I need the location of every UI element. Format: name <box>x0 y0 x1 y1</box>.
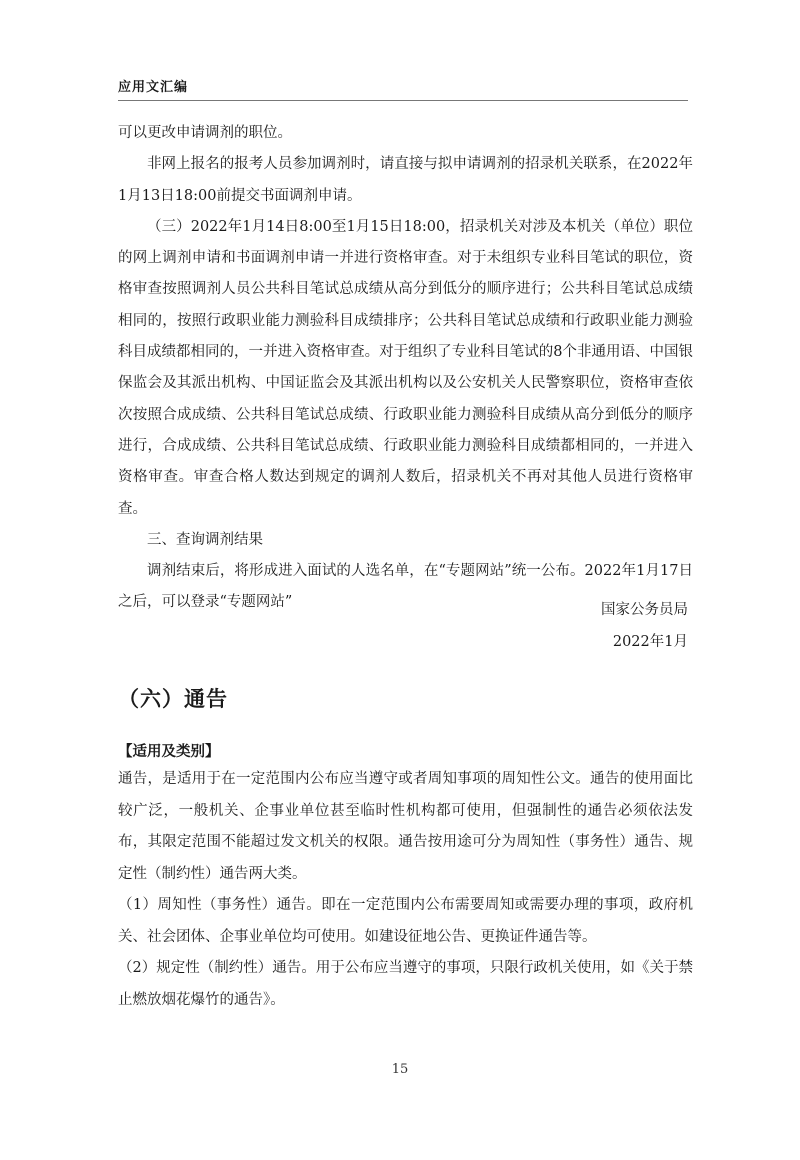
notice-definition-section <box>118 764 693 1016</box>
paragraph-offline-applicants: 非网上报名的报考人员参加调剂时，请直接与拟申请调剂的招录机关联系，在2022年1月13日18:00前提交书面调剂申请。 <box>118 156 693 204</box>
paragraph-continuation: 可以更改申请调剂的职位。 <box>118 125 292 141</box>
notice-body-section <box>118 118 693 619</box>
paragraph-informational-notice: （1）周知性（事务性）通告。即在一定范围内公布需要周知或需要办理的事项，政府机关、社会团体、企事业单位均可使用。如建设征地公告、更换证件通告等。 <box>118 897 693 945</box>
page-number: 15 <box>391 1062 409 1077</box>
paragraph-query-results-heading: 三、查询调剂结果 <box>147 531 263 548</box>
signature-date: 2022年1月 <box>612 634 688 650</box>
paragraph-query-results: 调剂结束后，将形成进入面试的人选名单，在“专题网站”统一公布。2022年1月17日之后，可以登录“专题网站” <box>118 563 693 611</box>
section-heading-notice: （六）通告 <box>118 687 228 711</box>
header-divider <box>118 100 688 101</box>
subheading-application-types: 【适用及类别】 <box>118 744 220 760</box>
paragraph-definition: 通告，是适用于在一定范围内公布应当遵守或者周知事项的周知性公文。通告的使用面比较广泛，一般机关、企事业单位甚至临时性机构都可使用，但强制性的通告必须依法发布，其限定范围不能超过发文机关的权限。通告按用途可分为周知性（事务性）通告、规定性（制约性）通告两大类。 <box>118 771 693 882</box>
running-header-title: 应用文汇编 <box>118 80 189 95</box>
paragraph-regulatory-notice: （2）规定性（制约性）通告。用于公布应当遵守的事项，只限行政机关使用，如《关于禁止燃放烟花爆竹的通告》。 <box>118 960 693 1008</box>
signature-organization: 国家公务员局 <box>601 602 688 618</box>
paragraph-qualification-review: （三）2022年1月14日8:00至1月15日18:00，招录机关对涉及本机关（单位）职位的网上调剂申请和书面调剂申请一并进行资格审查。对于未组织专业科目笔试的职位，资格审查按照调剂人员公共科目笔试总成绩从高分到低分的顺序进行；公共科目笔试总成绩相同的，按照行政职业能力测验科目成绩排序；公共科目笔试总成绩和行政职业能力测验科目成绩都相同的，一并进入资格审查。对于组织了专业科目笔试的8个非通用语、中国银保监会及其派出机构、中国证监会及其派出机构以及公安机关人民警察职位，资格审查依次按照合成成绩、公共科目笔试总成绩、行政职业能力测验科目成绩从高分到低分的顺序进行，合成成绩、公共科目笔试总成绩、行政职业能力测验科目成绩都相同的，一并进入资格审查。审查合格人数达到规定的调剂人数后，招录机关不再对其他人员进行资格审查。 <box>118 218 693 517</box>
